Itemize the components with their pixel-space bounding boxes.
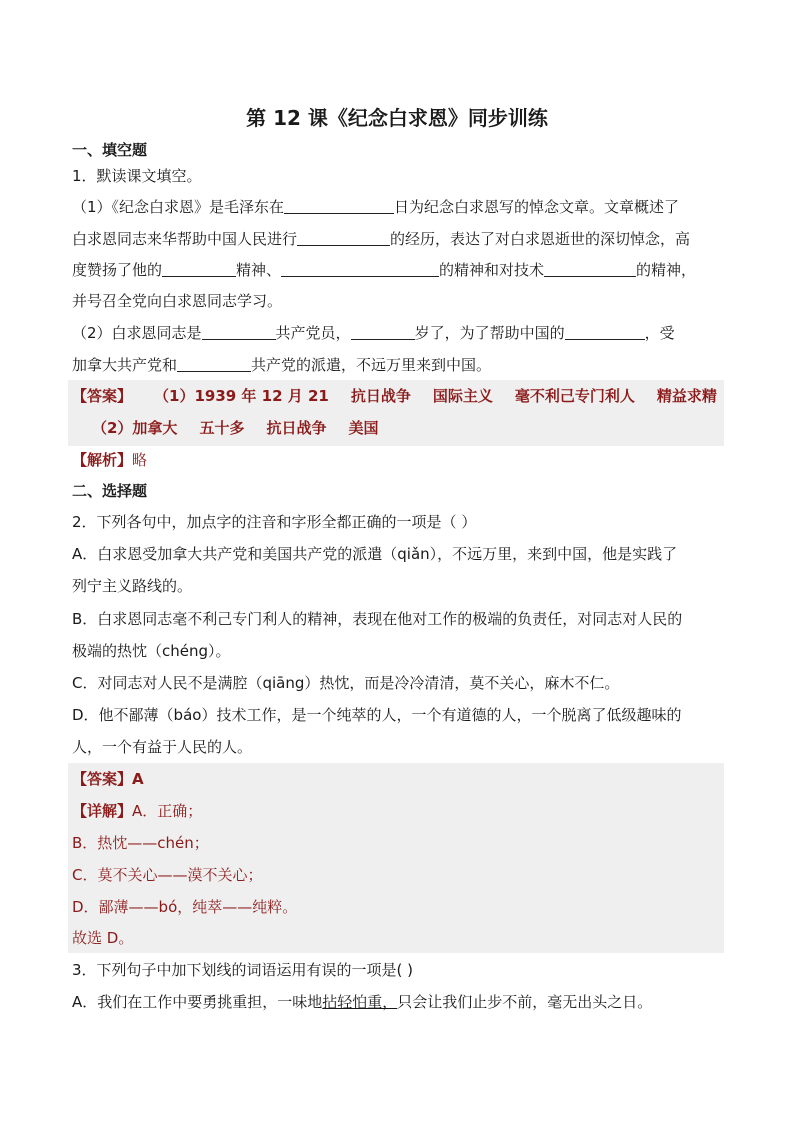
detail-q2-line2: B．热忱——chén； bbox=[72, 834, 209, 852]
analysis-label: 【解析】 bbox=[72, 451, 133, 469]
detail-q2-line3: C．莫不关心——漠不关心； bbox=[72, 866, 263, 884]
text-segment: （1）《纪念白求恩》是毛泽东在 bbox=[72, 198, 285, 216]
detail-q2-line5: 故选 D。 bbox=[72, 929, 134, 947]
answer-q2 bbox=[72, 763, 722, 795]
question-1-part1-line3 bbox=[72, 254, 722, 286]
answer-blank[interactable] bbox=[177, 353, 251, 372]
answer-blank[interactable] bbox=[284, 195, 394, 214]
answer-value: A bbox=[132, 770, 144, 788]
question-2-option-a-line2: 列宁主义路线的。 bbox=[72, 577, 193, 595]
answer-item: 美国 bbox=[348, 419, 379, 437]
underlined-phrase: 拈轻怕重， bbox=[322, 993, 398, 1011]
question-1-part1-line1 bbox=[72, 191, 722, 223]
answer-label: 【答案】 bbox=[72, 770, 133, 788]
analysis-q1 bbox=[72, 444, 722, 476]
detail-label: 【详解】 bbox=[72, 802, 133, 820]
answer-q1-row2 bbox=[92, 412, 742, 444]
answer-label: 【答案】 bbox=[72, 387, 133, 405]
question-3-stem: 3．下列句子中加下划线的词语运用有误的一项是( ) bbox=[72, 961, 414, 979]
answer-blank[interactable] bbox=[565, 321, 645, 340]
text-segment: 精神、 bbox=[236, 261, 282, 279]
text-segment: 度赞扬了他的 bbox=[72, 261, 163, 279]
answer-blank[interactable] bbox=[281, 258, 439, 277]
text-segment: （2）白求恩同志是 bbox=[72, 324, 202, 342]
answer-item: 国际主义 bbox=[432, 387, 493, 405]
text-segment: 共产党员， bbox=[275, 324, 351, 342]
text-segment: 白求恩同志来华帮助中国人民进行 bbox=[72, 230, 298, 248]
answer-blank[interactable] bbox=[351, 321, 415, 340]
text-segment: A．我们在工作中要勇挑重担，一味地 bbox=[72, 993, 323, 1011]
answer-blank[interactable] bbox=[202, 321, 276, 340]
answer-item: 精益求精 bbox=[656, 387, 717, 405]
answer-item: 五十多 bbox=[199, 419, 245, 437]
text-segment: ，受 bbox=[644, 324, 675, 342]
section-heading-choice: 二、选择题 bbox=[72, 482, 148, 500]
text-segment: 的精神和对技术 bbox=[439, 261, 545, 279]
answer-item: 抗日战争 bbox=[266, 419, 327, 437]
text-segment: 的经历，表达了对白求恩逝世的深切悼念，高 bbox=[390, 230, 691, 248]
detail-q2-line4: D．鄙薄——bó，纯萃——纯粹。 bbox=[72, 898, 298, 916]
question-1-stem: 1．默读课文填空。 bbox=[72, 167, 202, 185]
answer-blank[interactable] bbox=[162, 258, 236, 277]
question-1-part2-line1 bbox=[72, 317, 722, 349]
detail-q2-line1 bbox=[72, 795, 722, 827]
text-segment: 共产党的派遣，不远万里来到中国。 bbox=[251, 356, 492, 374]
page-title: 第 12 课《纪念白求恩》同步训练 bbox=[246, 106, 548, 130]
question-2-option-b-line2: 极端的热忱（chéng）。 bbox=[72, 642, 231, 660]
analysis-text: 略 bbox=[132, 451, 148, 469]
question-2-option-d-line1: D．他不鄙薄（báo）技术工作，是一个纯萃的人，一个有道德的人，一个脱离了低级趣味的 bbox=[72, 706, 682, 724]
detail-text: A．正确； bbox=[132, 802, 203, 820]
question-2-stem: 2．下列各句中，加点字的注音和字形全都正确的一项是（ ） bbox=[72, 513, 477, 531]
answer-q1-row1 bbox=[72, 380, 722, 412]
question-2-option-b-line1: B．白求恩同志毫不利己专门利人的精神，表现在他对工作的极端的负责任，对同志对人民的 bbox=[72, 610, 683, 628]
question-3-option-a bbox=[72, 986, 722, 1018]
question-2-option-c: C．对同志对人民不是满腔（qiāng）热忱，而是冷冷清清，莫不关心，麻木不仁。 bbox=[72, 674, 620, 692]
section-heading-fill-in: 一、填空题 bbox=[72, 141, 148, 159]
text-segment: 岁了，为了帮助中国的 bbox=[414, 324, 565, 342]
question-1-part2-line2 bbox=[72, 349, 722, 381]
text-segment: 日为纪念白求恩写的悼念文章。文章概述了 bbox=[394, 198, 680, 216]
text-segment: 只会让我们止步不前，毫无出头之日。 bbox=[397, 993, 653, 1011]
question-1-part1-line2 bbox=[72, 223, 722, 255]
answer-item: 毫不利己专门利人 bbox=[514, 387, 635, 405]
answer-blank[interactable] bbox=[297, 227, 390, 246]
answer-item: 抗日战争 bbox=[350, 387, 411, 405]
question-2-option-a-line1: A．白求恩受加拿大共产党和美国共产党的派遣（qiǎn），不远万里，来到中国，他是实践了 bbox=[72, 545, 678, 563]
question-2-option-d-line2: 人，一个有益于人民的人。 bbox=[72, 738, 253, 756]
text-segment: 的精神， bbox=[636, 261, 697, 279]
answer-item: （2）加拿大 bbox=[92, 419, 178, 437]
answer-item: （1）1939 年 12 月 21 bbox=[154, 387, 329, 405]
question-1-part1-line4: 并号召全党向白求恩同志学习。 bbox=[72, 292, 283, 310]
text-segment: 加拿大共产党和 bbox=[72, 356, 178, 374]
answer-blank[interactable] bbox=[544, 258, 636, 277]
